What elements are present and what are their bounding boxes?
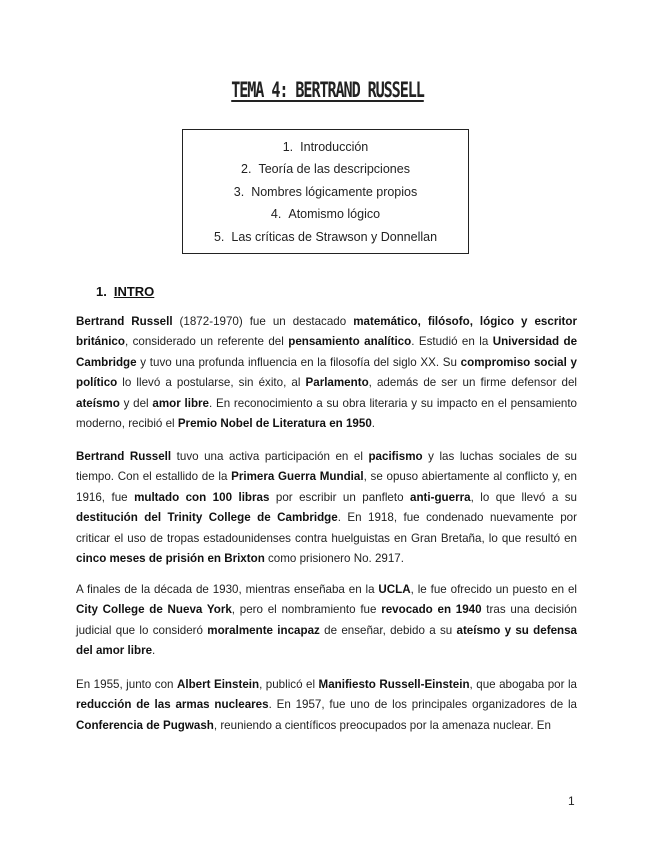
page-number: 1 — [568, 794, 575, 808]
toc-item: 4. Atomismo lógico — [270, 207, 381, 222]
paragraph — [76, 312, 577, 434]
bold-run: moralmente incapaz — [207, 623, 320, 637]
paragraph — [76, 447, 577, 569]
page-title: TEMA 4: BERTRAND RUSSELL — [231, 78, 424, 102]
text-run: por escribir un panfleto — [269, 490, 410, 504]
bold-run: Manifiesto Russell-Einstein — [318, 678, 470, 691]
text-run: . — [152, 644, 156, 658]
toc-item: 2. Teoría de las descripciones — [241, 162, 410, 177]
text-run: En 1955, junto con — [76, 678, 177, 691]
text-run: como prisionero No. 2917. — [264, 552, 404, 566]
bold-run: pensamiento analítico — [288, 335, 412, 349]
bold-run: amor libre — [152, 396, 209, 410]
text-run: , lo que llevó a su — [470, 490, 577, 504]
bold-run: anti-guerra — [410, 490, 471, 504]
text-run: . — [371, 417, 376, 431]
toc-item: 5. Las críticas de Strawson y Donnellan — [213, 229, 438, 244]
paragraph — [76, 580, 577, 662]
bold-run: UCLA — [378, 583, 411, 596]
text-run: y las luchas sociales de su tiempo. Con el estallido de la — [76, 450, 578, 484]
text-run: , se opuso abiertamente al conflicto y, en 1916, fue — [76, 470, 577, 504]
text-run: , considerado un referente del — [124, 335, 289, 349]
bold-run: multado con 100 libras — [134, 490, 270, 504]
bold-run: destitución del Trinity College de Cambridge — [76, 511, 338, 525]
text-run: , publicó el — [259, 678, 319, 691]
text-run: . Estudió en la — [411, 335, 493, 349]
bold-run: cinco meses de prisión en Brixton — [76, 552, 265, 566]
bold-run: matemático, filósofo, lógico y escritor británico — [76, 315, 578, 349]
bold-run: Bertrand Russell — [76, 450, 172, 463]
bold-run: reducción de las armas nucleares — [76, 698, 269, 712]
bold-run: Premio Nobel de Literatura en 1950 — [177, 417, 372, 431]
section-heading: 1. INTRO — [96, 284, 155, 299]
bold-run: ateísmo — [76, 396, 120, 410]
text-run: A finales de la década de 1930, mientras enseñaba en la — [76, 583, 379, 596]
bold-run: Parlamento — [305, 376, 369, 390]
bold-run: Bertrand Russell — [76, 315, 173, 328]
text-run: , que abogaba por la — [469, 678, 577, 691]
bold-run: Conferencia de Pugwash — [76, 718, 214, 732]
bold-run: ateísmo y su defensa del amor libre — [76, 623, 578, 658]
text-run: lo llevó a postularse, sin éxito, al — [117, 376, 306, 390]
text-run: (1872-1970) fue un destacado — [172, 315, 354, 328]
text-run: tras una decisión judicial que lo consideró — [76, 603, 578, 637]
text-run: . En 1918, fue condenado nuevamente por criticar el uso de tropas estadounidenses contra huelguistas en Gran Bretaña, lo que resultó en — [76, 511, 577, 545]
bold-run: Albert Einstein — [176, 678, 260, 691]
paragraph — [76, 675, 577, 736]
text-run: de enseñar, debido a su — [319, 623, 457, 637]
text-run: , pero el nombramiento fue — [231, 603, 382, 617]
bold-run: Universidad de Cambridge — [76, 335, 578, 369]
text-run: , además de ser un firme defensor del — [368, 376, 578, 390]
text-run: . En reconocimiento a su obra literaria y su impacto en el pensamiento moderno, recibió el — [76, 396, 578, 431]
toc-item: 1. Introducción — [282, 140, 369, 154]
text-run: . En 1957, fue uno de los principales organizadores de la — [268, 698, 577, 712]
text-run: y del — [119, 396, 153, 410]
text-run: y tuvo una profunda influencia en la filosofía del siglo XX. Su — [136, 355, 461, 369]
text-run: , reuniendo a científicos preocupados por la amenaza nuclear. En — [213, 718, 551, 732]
bold-run: pacifismo — [368, 450, 423, 463]
toc-list — [183, 130, 468, 248]
bold-run: City College de Nueva York — [76, 603, 232, 617]
text-run: tuvo una activa participación en el — [171, 450, 369, 463]
text-run: , le fue ofrecido un puesto en el — [410, 583, 577, 596]
bold-run: Primera Guerra Mundial — [231, 470, 364, 484]
table-of-contents — [182, 129, 469, 254]
toc-item: 3. Nombres lógicamente propios — [233, 184, 418, 199]
bold-run: revocado en 1940 — [381, 603, 482, 617]
bold-run: compromiso social y político — [76, 355, 577, 390]
